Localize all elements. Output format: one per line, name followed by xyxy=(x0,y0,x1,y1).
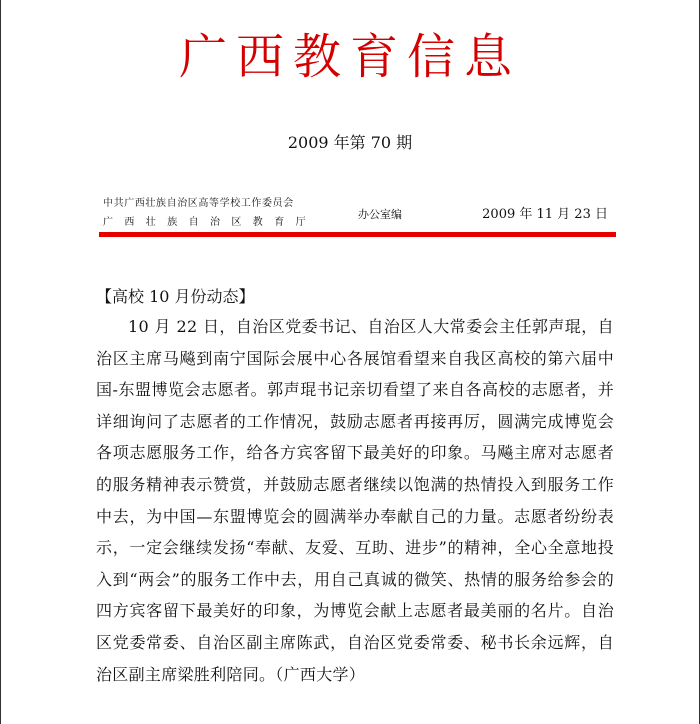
issue-date: 2009 年 11 月 23 日 xyxy=(482,207,608,222)
issue-number: 2009 年第 70 期 xyxy=(287,133,413,152)
masthead-title: 广西教育信息 xyxy=(178,29,521,85)
issuer-line-1: 中共广西壮族自治区高等学校工作委员会 xyxy=(103,198,294,209)
issuer-block xyxy=(103,194,317,232)
issuer-line-2: 广西壮族自治区教育厅 xyxy=(103,217,317,228)
page-border-left xyxy=(0,0,1,724)
red-divider-rule xyxy=(99,232,616,237)
section-heading: 【高校 10 月份动态】 xyxy=(96,287,255,306)
office-label: 办公室编 xyxy=(358,208,402,221)
article-body: 10 月 22 日，自治区党委书记、自治区人大常委会主任郭声琨，自治区主席马飚到南宁国际会展中心各展馆看望来自我区高校的第六届中国-东盟博览会志愿者。郭声琨书记亲切看望了来自各高校的志愿者，并详细询问了志愿者的工作情况，鼓励志愿者再接再厉，圆满完成博览会各项志愿服务工作，给各方宾客留下最美好的印象。马飚主席对志愿者的服务精神表示赞赏，并鼓励志愿者继续以饱满的热情投入到服务工作中去，为中国—东盟博览会的圆满举办奉献自己的力量。志愿者纷纷表示，一定会继续发扬“奉献、友爱、互助、进步”的精神，全心全意地投入到“两会”的服务工作中去，用自己真诚的微笑、热情的服务给参会的四方宾客留下最美好的印象，为博览会献上志愿者最美丽的名片。自治区党委常委、自治区副主席陈武，自治区党委常委、秘书长余远辉，自治区副主席梁胜利陪同。（广西大学） xyxy=(96,317,614,684)
